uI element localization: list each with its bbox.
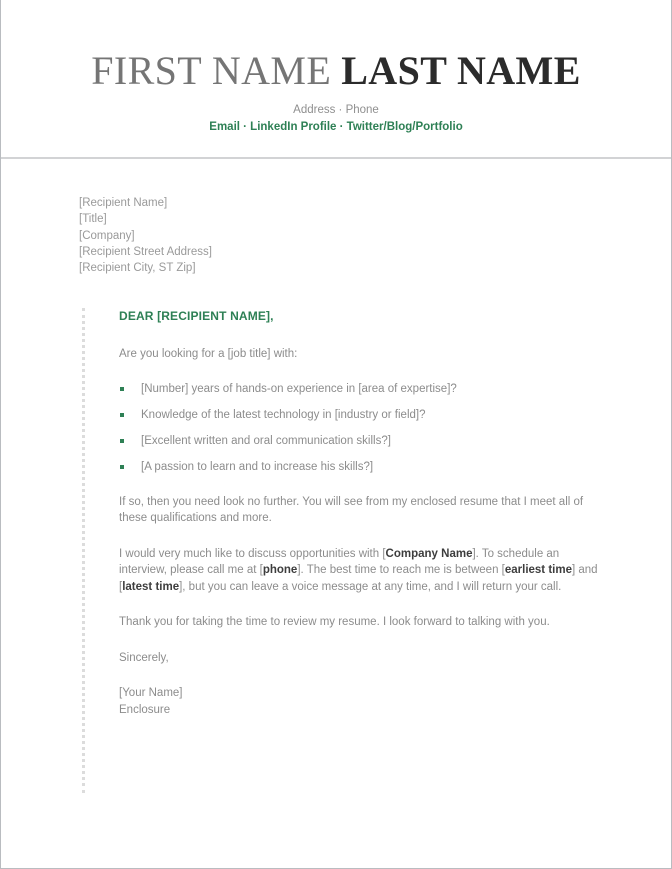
list-item[interactable] <box>119 407 599 423</box>
company-name-placeholder[interactable]: Company Name <box>385 547 473 560</box>
recipient-city-state-zip[interactable]: [Recipient City, ST Zip] <box>79 262 196 275</box>
salutation[interactable]: DEAR [RECIPIENT NAME], <box>119 309 274 324</box>
recipient-street-address[interactable]: [Recipient Street Address] <box>79 245 212 258</box>
para2-part3: ]. The best time to reach me is between [ <box>297 564 505 577</box>
phone-placeholder[interactable]: phone <box>262 564 298 577</box>
closing-salutation[interactable]: Sincerely, <box>119 651 169 664</box>
contact-address-phone[interactable]: Address · Phone <box>293 104 379 116</box>
latest-time-placeholder[interactable]: latest time <box>122 580 180 593</box>
recipient-company[interactable]: [Company] <box>79 229 135 242</box>
last-name-placeholder[interactable]: LAST NAME <box>341 48 581 93</box>
enclosure-note[interactable]: Enclosure <box>119 703 171 716</box>
bullet-icon <box>120 387 124 391</box>
paragraph-qualifications[interactable]: If so, then you need look no further. You will see from my enclosed resume that I meet all of these qualifications and more. <box>119 495 584 525</box>
list-item[interactable] <box>119 459 599 475</box>
first-name-placeholder[interactable]: FIRST NAME <box>91 48 332 93</box>
letter-content <box>79 308 599 798</box>
paragraph-interview-request[interactable] <box>119 546 599 596</box>
para2-part5: ], but you can leave a voice message at any time, and I will return your call. <box>179 580 562 593</box>
list-item[interactable] <box>119 381 599 397</box>
letter-header <box>1 0 671 157</box>
recipient-name[interactable]: [Recipient Name] <box>79 197 168 209</box>
page-title <box>1 48 671 94</box>
earliest-time-placeholder[interactable]: earliest time <box>504 564 572 577</box>
bullet-icon <box>120 439 124 443</box>
qualifications-list <box>119 381 599 475</box>
para2-part1: I would very much like to discuss opportunities with [ <box>119 547 386 560</box>
bullet-icon <box>120 465 124 469</box>
para2-part2: ]. To schedule an interview, please call me at [ <box>119 547 560 577</box>
intro-question[interactable]: Are you looking for a [job title] with: <box>119 348 298 361</box>
dotted-accent-rail <box>82 308 85 793</box>
contact-links[interactable]: Email · LinkedIn Profile · Twitter/Blog/Portfolio <box>209 121 463 133</box>
signature-name[interactable]: [Your Name] <box>119 687 183 700</box>
list-item-label: [Number] years of hands-on experience in [area of expertise]? <box>141 382 457 395</box>
recipient-address-block[interactable] <box>79 195 599 276</box>
paragraph-thank-you[interactable]: Thank you for taking the time to review my resume. I look forward to talking with you. <box>119 616 550 629</box>
bullet-icon <box>120 413 124 417</box>
list-item-label: [A passion to learn and to increase his skills?] <box>141 460 374 473</box>
recipient-title[interactable]: [Title] <box>79 213 107 226</box>
list-item[interactable] <box>119 433 599 449</box>
letter-body <box>1 159 671 798</box>
list-item-label: Knowledge of the latest technology in [industry or field]? <box>141 408 426 421</box>
list-item-label: [Excellent written and oral communication skills?] <box>141 434 391 447</box>
para2-part4: ] and [ <box>119 564 598 593</box>
